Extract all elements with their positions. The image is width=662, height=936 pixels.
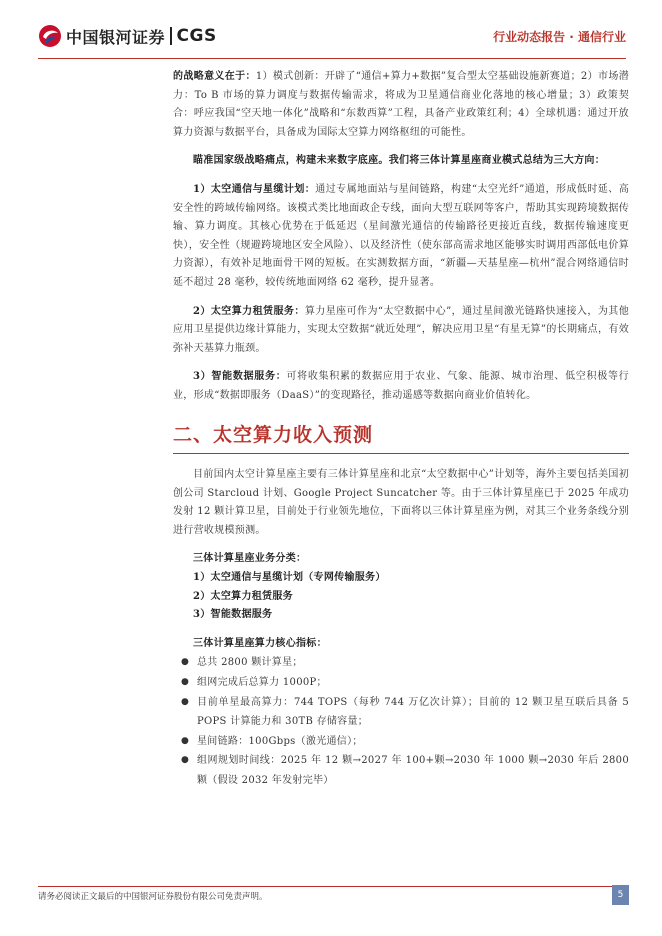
logo-divider: [170, 27, 172, 45]
direction-2: [173, 303, 629, 359]
bullet-icon: ●: [181, 657, 190, 668]
bullet-icon: ●: [181, 676, 190, 687]
header-divider: [38, 58, 626, 59]
cgs-logo-icon: [38, 24, 62, 48]
section-divider: [173, 453, 629, 455]
direction-3-text: 可将收集积累的数据应用于农业、气象、能源、城市治理、低空积极等行业，形成“数据即服务（DaaS）”的变现路径，推动遥感等数据向商业价值转化。: [173, 371, 629, 401]
page-header: [0, 0, 662, 60]
list-item: [173, 673, 629, 693]
main-content: [173, 68, 629, 791]
bullet-icon: ●: [181, 755, 190, 766]
section-2-intro: 目前国内太空计算星座主要有三体计算星座和北京“太空数据中心”计划等，海外主要包括美国初创公司 Starcloud 计划、Google Project Suncatcher 等。由于三体计算星座已于 2025 年成功发射 12 颗计算卫星，目前处于行业领先地位，下面将以三体计算星座为例，对其三个业务条线分别进行营收规模预测。: [173, 469, 629, 536]
kpi-text: 组网完成后总算力 1000P；: [197, 676, 327, 688]
bullet-icon: ●: [181, 735, 190, 746]
direction-1-text: 通过专属地面站与星间链路，构建“太空光纤”通道，形成低时延、高安全性的跨域传输网络。该模式类比地面政企专线，面向大型互联网等客户，帮助其实现跨境数据传输、算力调度。其核心优势在于低延迟（星间激光通信的传输路径更接近直线，数据传输速度更快），安全性（规避跨境地区安全风险）、以及经济性（使东部高需求地区能够实时调用西部低电价算力资源），有效补足地面骨干网的短板。在实测数据方面，“新疆—天基星座—杭州”混合网络通信时延不超过 28 毫秒，较传统地面网络 62 毫秒，提升显著。: [173, 183, 629, 288]
list-item: 3）智能数据服务: [193, 609, 273, 621]
kpi-text: 总共 2800 颗计算星；: [197, 657, 303, 669]
page-number: 5: [612, 885, 629, 905]
section-2-header: [173, 420, 629, 455]
intro-paragraph: [173, 68, 629, 142]
kpi-list: [173, 653, 629, 790]
logo-text-en: CGS: [176, 26, 217, 46]
bullet-icon: ●: [181, 696, 190, 707]
intro-text: 1）模式创新：开辟了“通信+算力+数据”复合型太空基础设施新赛道；2）市场潜力：To B 市场的算力调度与数据传输需求，将成为卫星通信商业化落地的核心增量；3）政策契合：呼应我国“空天地一体化”战略和“东数西算”工程，具备产业政策红利；4）全球机遇：通过开放算力资源与数据平台，具备成为国际太空算力网络枢纽的可能性。: [173, 71, 629, 138]
footer-divider: [38, 886, 626, 887]
list-item: [173, 653, 629, 673]
cgs-logo: [38, 22, 217, 50]
business-heading: 三体计算星座业务分类：: [193, 553, 307, 565]
footer-disclaimer: 请务必阅读正文最后的中国银河证券股份有限公司免责声明。: [38, 892, 268, 902]
direction-1: [173, 181, 629, 293]
list-item: [173, 693, 629, 732]
direction-2-label: 2）太空算力租赁服务：: [193, 305, 305, 317]
direction-3: [173, 368, 629, 405]
focus-heading: 瞄准国家级战略痛点，构建未来数字底座。我们将三体计算星座商业模式总结为三大方向：: [193, 155, 605, 167]
list-item: [173, 751, 629, 790]
direction-2-text: 算力星座可作为“太空数据中心”，通过星间激光链路快速接入，为其他应用卫星提供边缘计算能力，实现太空数据“就近处理”，解决应用卫星“有星无算”的长期痛点，有效弥补天基算力瓶颈。: [173, 305, 629, 354]
business-list: [169, 569, 629, 625]
report-type: 行业动态报告 · 通信行业: [493, 30, 626, 44]
intro-lead: 的战略意义在于：: [173, 71, 256, 82]
kpi-text: 组网规划时间线：2025 年 12 颗→2027 年 100+颗→2030 年 1000 颗→2030 年后 2800 颗（假设 2032 年发射完毕）: [197, 755, 629, 786]
kpi-text: 星间链路：100Gbps（激光通信）；: [197, 735, 363, 747]
logo-text-cn: 中国银河证券: [66, 27, 166, 47]
list-item: 2）太空算力租赁服务: [193, 590, 293, 602]
direction-3-label: 3）智能数据服务：: [193, 371, 287, 383]
kpi-heading: 三体计算星座算力核心指标：: [193, 637, 327, 649]
list-item: 1）太空通信与星缆计划（专网传输服务）: [193, 571, 386, 583]
direction-1-label: 1）太空通信与星缆计划：: [193, 183, 316, 195]
kpi-text: 目前单星最高算力：744 TOPS（每秒 744 万亿次计算）；目前的 12 颗卫星互联后具备 5 POPS 计算能力和 30TB 存储容量；: [197, 696, 629, 728]
section-2-title: 二、太空算力收入预测: [173, 423, 374, 446]
list-item: [173, 732, 629, 752]
